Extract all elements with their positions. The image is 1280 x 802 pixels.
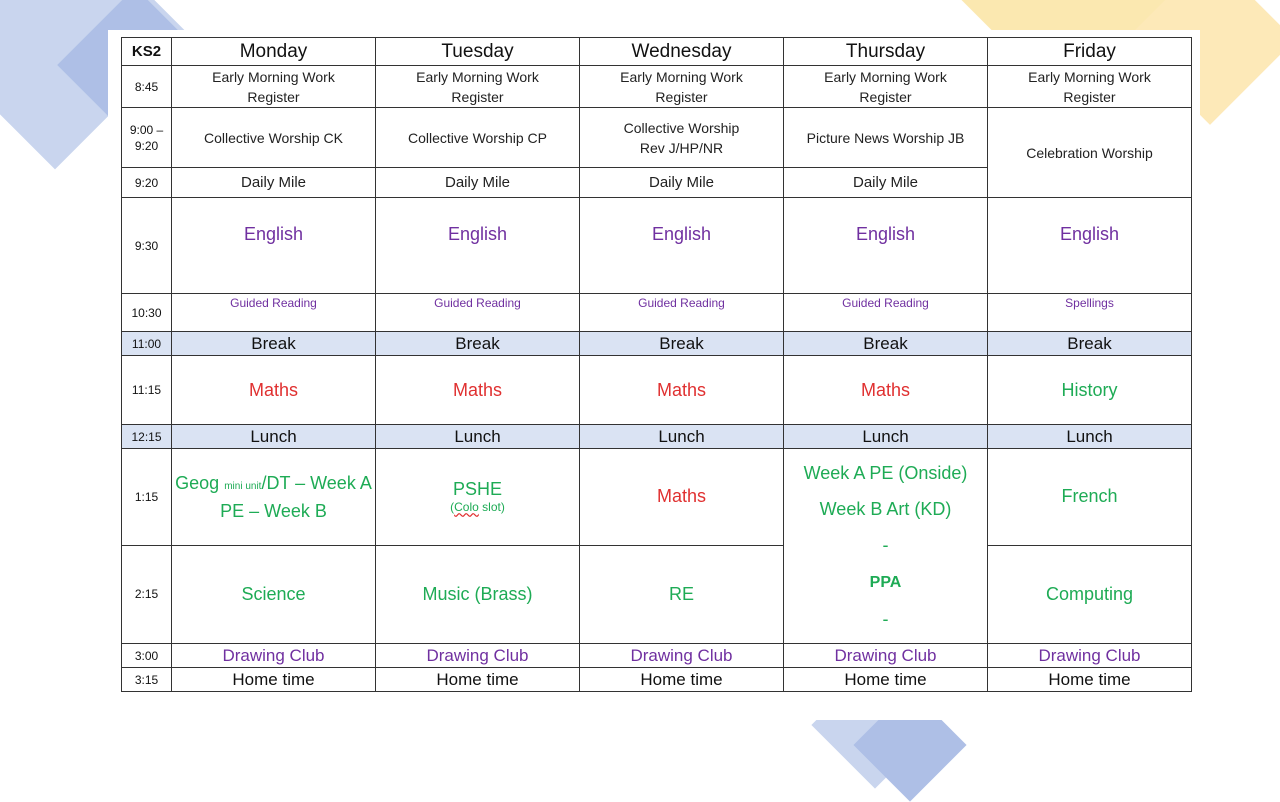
- cell-lunch-wed: Lunch: [580, 425, 784, 449]
- time-text: 9:00 –: [129, 122, 164, 137]
- cell-worship-mon: Collective Worship CK: [172, 108, 376, 168]
- corner-label: KS2: [122, 38, 172, 66]
- cell-note-text: slot): [478, 500, 505, 515]
- cell-text: Geog: [175, 472, 220, 493]
- cell-reading-mon: Guided Reading: [172, 294, 376, 332]
- cell-english-fri: English: [988, 198, 1192, 294]
- row-0845: [122, 66, 1192, 108]
- row-0315: [122, 668, 1192, 692]
- cell-science-mon: Science: [172, 545, 376, 643]
- cell-worship-fri: Celebration Worship: [988, 108, 1192, 198]
- cell-dailymile-tue: Daily Mile: [376, 168, 580, 198]
- cell-maths-tue: Maths: [376, 356, 580, 425]
- cell-lunch-thu: Lunch: [784, 425, 988, 449]
- row-0930: [122, 198, 1192, 294]
- time-label: 11:15: [122, 356, 172, 425]
- timetable: [121, 37, 1192, 692]
- row-1115: [122, 356, 1192, 425]
- cell-text: Register: [655, 88, 708, 105]
- cell-break-tue: Break: [376, 332, 580, 356]
- cell-text: Early Morning Work: [416, 68, 539, 85]
- cell-reading-thu: Guided Reading: [784, 294, 988, 332]
- cell-note-text: Colo: [454, 500, 479, 515]
- time-label: 9:30: [122, 198, 172, 294]
- time-label: 12:15: [122, 425, 172, 449]
- day-thursday: Thursday: [784, 38, 988, 66]
- time-label: 9:20: [122, 168, 172, 198]
- day-wednesday: Wednesday: [580, 38, 784, 66]
- cell-english-wed: English: [580, 198, 784, 294]
- cell-break-mon: Break: [172, 332, 376, 356]
- cell-text: -: [882, 609, 889, 629]
- cell-maths-thu: Maths: [784, 356, 988, 425]
- cell-lunch-fri: Lunch: [988, 425, 1192, 449]
- cell-ppa: [784, 533, 987, 631]
- cell-club-thu: Drawing Club: [784, 644, 988, 668]
- cell-early-wed: [580, 66, 784, 108]
- cell-text: Week B Art (KD): [819, 499, 952, 519]
- cell-english-thu: English: [784, 198, 988, 294]
- cell-re-wed: RE: [580, 545, 784, 643]
- cell-worship-tue: Collective Worship CP: [376, 108, 580, 168]
- cell-english-mon: English: [172, 198, 376, 294]
- cell-break-wed: Break: [580, 332, 784, 356]
- cell-english-tue: English: [376, 198, 580, 294]
- cell-worship-wed: [580, 108, 784, 168]
- cell-french-fri: French: [988, 449, 1192, 546]
- cell-home-thu: Home time: [784, 668, 988, 692]
- cell-text: Rev J/HP/NR: [639, 139, 724, 156]
- time-label: 11:00: [122, 332, 172, 356]
- cell-history-fri: History: [988, 356, 1192, 425]
- cell-club-fri: Drawing Club: [988, 644, 1192, 668]
- row-0900: [122, 108, 1192, 168]
- time-label: 3:00: [122, 644, 172, 668]
- time-label: 2:15: [122, 545, 172, 643]
- time-label: 1:15: [122, 449, 172, 546]
- row-1215-lunch: [122, 425, 1192, 449]
- cell-early-tue: [376, 66, 580, 108]
- cell-maths-mon: Maths: [172, 356, 376, 425]
- cell-lunch-tue: Lunch: [376, 425, 580, 449]
- cell-dailymile-mon: Daily Mile: [172, 168, 376, 198]
- time-label: 8:45: [122, 66, 172, 108]
- cell-text: /DT – Week A: [261, 472, 372, 493]
- cell-home-mon: Home time: [172, 668, 376, 692]
- cell-text: PSHE: [452, 479, 503, 500]
- cell-thursday-pm: [784, 449, 988, 644]
- cell-early-mon: [172, 66, 376, 108]
- cell-text: -: [882, 535, 889, 555]
- cell-text-small: mini unit: [224, 480, 262, 492]
- cell-club-wed: Drawing Club: [580, 644, 784, 668]
- cell-text: Early Morning Work: [1028, 68, 1151, 85]
- cell-early-fri: [988, 66, 1192, 108]
- time-label: [122, 108, 172, 168]
- cell-break-fri: Break: [988, 332, 1192, 356]
- cell-text: Week A PE (Onside): [803, 463, 968, 483]
- cell-break-thu: Break: [784, 332, 988, 356]
- day-tuesday: Tuesday: [376, 38, 580, 66]
- day-monday: Monday: [172, 38, 376, 66]
- cell-pshe-tue: [376, 449, 580, 546]
- cell-text: Register: [1063, 88, 1116, 105]
- cell-lunch-mon: Lunch: [172, 425, 376, 449]
- cell-text: Register: [247, 88, 300, 105]
- time-label: 10:30: [122, 294, 172, 332]
- cell-worship-thu: Picture News Worship JB: [784, 108, 988, 168]
- cell-geog-dt-mon: [172, 449, 376, 546]
- time-text: 9:20: [134, 138, 159, 153]
- row-0215: [122, 545, 1192, 643]
- cell-note-text: (: [450, 500, 455, 515]
- cell-club-mon: Drawing Club: [172, 644, 376, 668]
- cell-text: Register: [859, 88, 912, 105]
- cell-reading-tue: Guided Reading: [376, 294, 580, 332]
- cell-home-fri: Home time: [988, 668, 1192, 692]
- cell-text: PE – Week B: [220, 500, 327, 521]
- row-1100-break: [122, 332, 1192, 356]
- cell-early-thu: [784, 66, 988, 108]
- cell-maths-wed-pm: Maths: [580, 449, 784, 546]
- cell-maths-wed: Maths: [580, 356, 784, 425]
- cell-text: Early Morning Work: [620, 68, 743, 85]
- cell-text: Early Morning Work: [212, 68, 335, 85]
- cell-computing-fri: Computing: [988, 545, 1192, 643]
- cell-dailymile-thu: Daily Mile: [784, 168, 988, 198]
- row-0115: [122, 449, 1192, 546]
- header-row: [122, 38, 1192, 66]
- time-label: 3:15: [122, 668, 172, 692]
- cell-reading-wed: Guided Reading: [580, 294, 784, 332]
- cell-text: Register: [451, 88, 504, 105]
- cell-dailymile-wed: Daily Mile: [580, 168, 784, 198]
- cell-home-wed: Home time: [580, 668, 784, 692]
- cell-spellings-fri: Spellings: [988, 294, 1192, 332]
- row-0300: [122, 644, 1192, 668]
- cell-text-bold: PPA: [869, 574, 902, 591]
- cell-text: Early Morning Work: [824, 68, 947, 85]
- row-1030: [122, 294, 1192, 332]
- cell-club-tue: Drawing Club: [376, 644, 580, 668]
- cell-home-tue: Home time: [376, 668, 580, 692]
- cell-music-tue: Music (Brass): [376, 545, 580, 643]
- cell-note: [376, 500, 579, 514]
- day-friday: Friday: [988, 38, 1192, 66]
- cell-text: Collective Worship: [623, 119, 740, 136]
